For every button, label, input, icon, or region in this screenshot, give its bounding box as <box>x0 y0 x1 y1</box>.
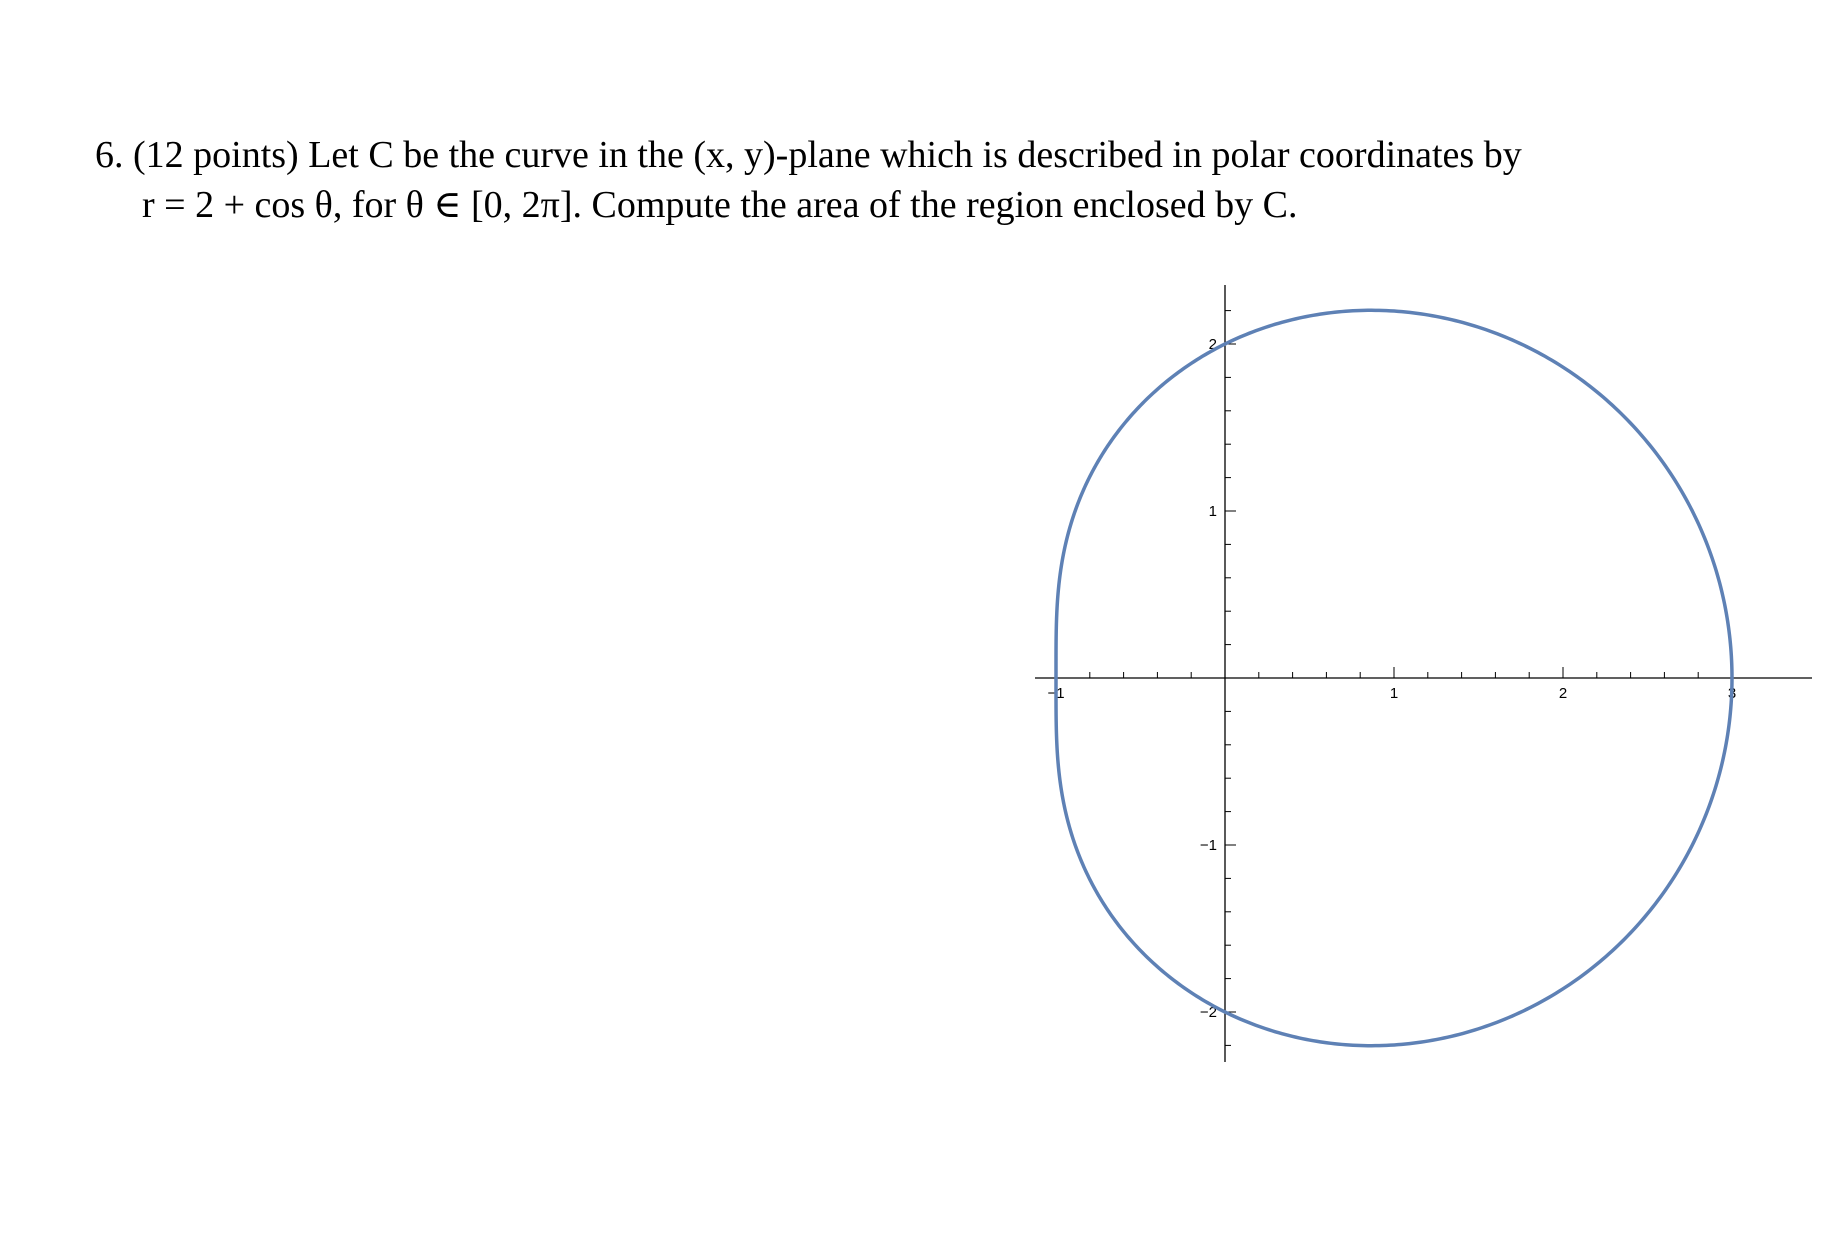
y-tick-label: −1 <box>1199 837 1217 854</box>
x-tick-label: 2 <box>1558 685 1568 702</box>
problem-points: (12 points) <box>133 134 299 176</box>
y-tick-label: −2 <box>1199 1004 1217 1021</box>
problem-number: 6. <box>95 134 124 176</box>
y-tick-label: 2 <box>1208 336 1217 353</box>
x-tick-label: −1 <box>1047 685 1065 702</box>
axes <box>1035 285 1812 1062</box>
x-tick-label: 3 <box>1727 685 1737 702</box>
x-tick-label: 1 <box>1389 685 1399 702</box>
problem-text-line-2: r = 2 + cos θ, for θ ∈ [0, 2π]. Compute the area of the region enclosed by C. <box>142 184 1298 226</box>
y-tick-label: 1 <box>1208 503 1217 520</box>
problem-text-line-1: Let C be the curve in the (x, y)-plane which is described in polar coordinates by <box>308 134 1522 176</box>
